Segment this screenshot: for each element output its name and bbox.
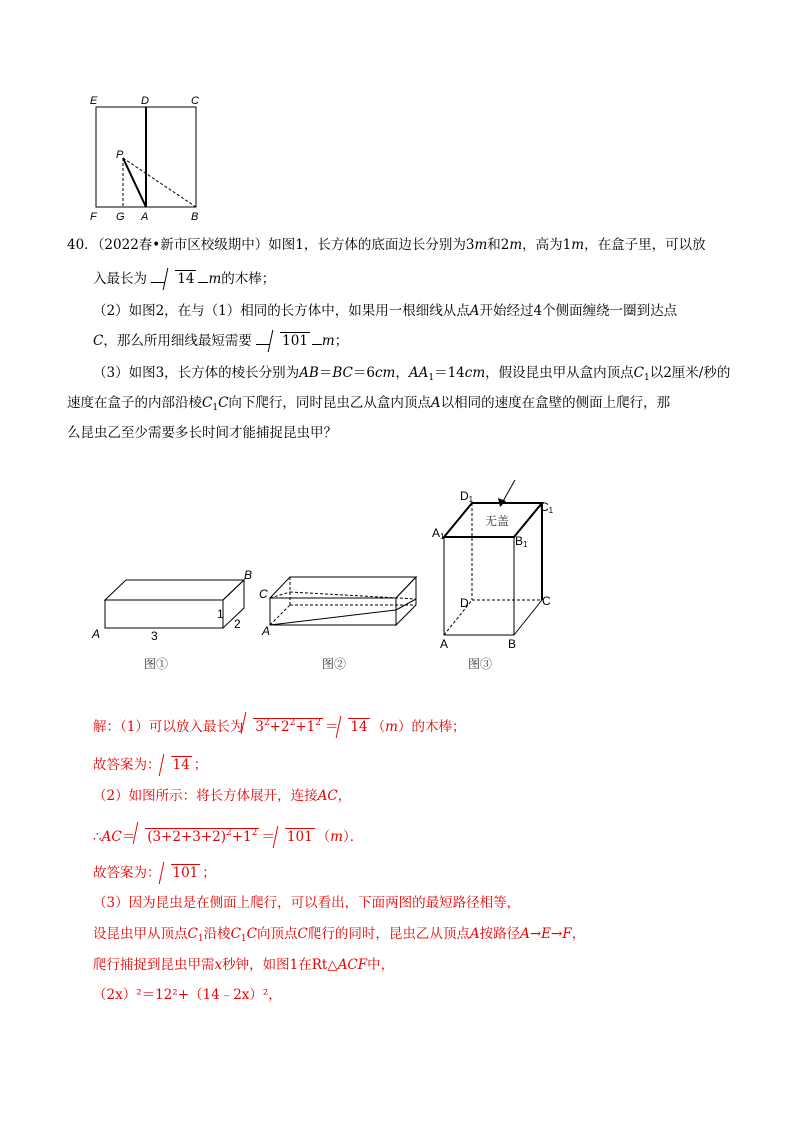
problem-line-6: 速度在盒子的内部沿棱$C_1C$向下爬行，同时昆虫乙从盒内顶点A以相同的速度在盒壁的侧面上爬行，那 xyxy=(67,395,671,413)
segment-pa xyxy=(123,158,146,207)
label-c: C xyxy=(191,95,199,107)
fig3-label-a1: A1 xyxy=(432,526,445,541)
fig3-label-c1: C1 xyxy=(540,500,554,515)
solution-line-5: 故答案为： 101 ； xyxy=(93,865,216,881)
fig3-label-d: D xyxy=(460,596,469,610)
label-f: F xyxy=(90,211,97,223)
fig2-label-a: A xyxy=(262,624,271,638)
solution-line-2: 故答案为： 14 ； xyxy=(93,757,208,773)
label-g: G xyxy=(116,211,125,223)
solution-line-6: （3）因为昆虫是在侧面上爬行，可以看出，下面两图的最短路径相等， xyxy=(93,895,521,911)
problem-line-5: （3）如图3，长方体的棱长分别为AB＝BC＝6cm，$AA_1=14cm$，假设昆虫甲从盒内顶点$C_1$以2厘米/秒的 xyxy=(93,365,731,383)
solution-line-4: ∴AC＝ $(3+2+3+2)^2+1^2 = 101$ （m）． xyxy=(93,824,363,846)
solution-line-1: 解：（1）可以放入最长为 $3^2+2^2+1^2 = 14$ （m）的木棒； xyxy=(93,714,465,736)
fig3-label-lid: 无盖 xyxy=(485,514,510,528)
solution-line-8: 爬行捕捉到昆虫甲需x秒钟，如图1在Rt△ACF中， xyxy=(93,957,395,973)
problem-line-2: 入最长为 14 m的木棒； xyxy=(93,271,276,287)
box1-top xyxy=(105,580,244,600)
sqrt-14: 14 xyxy=(165,270,196,288)
fig1-label-len: 3 xyxy=(151,629,158,643)
box3-front xyxy=(444,537,514,635)
arrow-line xyxy=(502,480,515,503)
fig1-label-b: B xyxy=(244,568,253,582)
solution-line-3: （2）如图所示：将长方体展开，连接AC， xyxy=(93,788,352,804)
label-b: B xyxy=(191,211,199,223)
fig2-caption: 图② xyxy=(322,657,347,671)
sqrt-101: 101 xyxy=(270,332,310,350)
label-a: A xyxy=(141,211,149,223)
unfolded-box-figure xyxy=(85,90,210,225)
problem-line-3: （2）如图2，在与（1）相同的长方体中，如果用一根细线从点A开始经过4个侧面缠绕一圈到达点 xyxy=(93,303,678,319)
sqrt-expression-1: $3^2+2^2+1^2$ xyxy=(243,714,323,736)
problem-line-1: 40．（2022春•新市区校级期中）如图1，长方体的底面边长分别为3m和2m，高为1m，在盒子里，可以放 xyxy=(67,237,706,253)
solution-line-7: 设昆虫甲从顶点$C_1$沿棱$C_1C$向顶点C爬行的同时，昆虫乙从顶点A按路径A→E→F， xyxy=(93,926,586,944)
fig3-label-d1: D1 xyxy=(460,489,474,504)
fig3-caption: 图③ xyxy=(468,657,493,671)
fig1-label-w: 2 xyxy=(234,617,241,631)
fig3-label-b1: B1 xyxy=(515,534,528,549)
solution-line-9: （2x）²＝12²+（14﹣2x）²， xyxy=(93,987,282,1003)
label-d: D xyxy=(141,95,149,107)
label-e: E xyxy=(90,95,98,107)
sqrt-expression-2: $(3+2+3+2)^2+1^2$ xyxy=(135,824,259,846)
figure-3 xyxy=(430,475,570,675)
problem-line-4: C，那么所用细线最短需要 101 m； xyxy=(93,333,349,349)
label-p: P xyxy=(116,149,124,161)
fig3-label-b: B xyxy=(508,637,517,651)
figure-1 xyxy=(88,565,263,675)
problem-line-7: 么昆虫乙至少需要多长时间才能捕捉昆虫甲？ xyxy=(67,425,337,441)
fig1-caption: 图① xyxy=(144,657,169,671)
fig3-label-a: A xyxy=(440,637,449,651)
thread-path-1 xyxy=(270,610,396,625)
fig1-label-h: 1 xyxy=(217,607,224,621)
box1-front xyxy=(105,600,223,628)
figure-2 xyxy=(258,565,428,675)
fig1-label-a: A xyxy=(92,627,101,641)
fig3-label-c: C xyxy=(542,594,551,608)
box2-front xyxy=(270,598,396,625)
box2-top xyxy=(270,577,416,598)
fig2-label-c: C xyxy=(259,587,268,601)
